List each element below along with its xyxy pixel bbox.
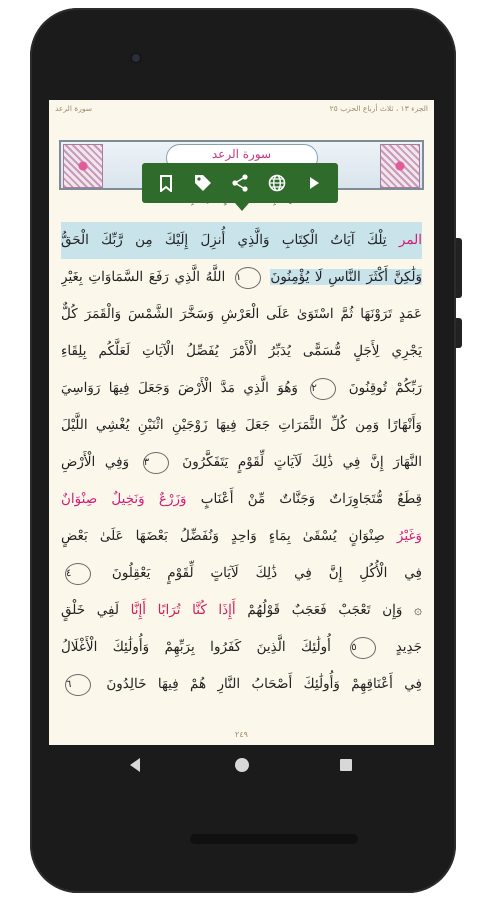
verse-segment: تِلْكَ آيَاتُ الْكِتَابِ وَالَّذِي أُنزِلَ إِلَيْكَ مِن رَّبِّكَ الْحَقُّ — [61, 232, 387, 248]
android-nav-bar — [49, 745, 434, 785]
verse-segment: عَمَدٍ تَرَوْنَهَا ثُمَّ اسْتَوَىٰ عَلَى الْعَرْشِ وَسَخَّرَ الشَّمْسَ وَالْقَمَرَ كُلٌّ — [61, 306, 422, 322]
ayah-number-marker: ٣ — [143, 452, 169, 474]
verse-segment: وَفِي الْأَرْضِ — [61, 454, 130, 470]
verse-segment: فِي أَعْنَاقِهِمْ وَأُولَٰئِكَ أَصْحَابُ النَّارِ هُمْ فِيهَا خَالِدُونَ — [106, 676, 422, 692]
verse-segment: قِطَعٌ مُّتَجَاوِرَاتٌ وَجَنَّاتٌ مِّنْ أَعْنَابٍ — [200, 491, 422, 507]
translation-button[interactable] — [262, 168, 292, 198]
verse-line[interactable] — [61, 370, 422, 407]
juz-header: الجزء ١٣ ، ثلاث أرباع الحزب ٢٥ — [329, 104, 428, 113]
recent-apps-button[interactable] — [336, 755, 356, 775]
verse-segment: وَهُوَ الَّذِي مَدَّ الْأَرْضَ وَجَعَلَ فِيهَا رَوَاسِيَ — [61, 380, 298, 396]
verse-line[interactable] — [61, 629, 422, 666]
verse-line[interactable] — [61, 518, 422, 555]
verse-line[interactable] — [61, 666, 422, 703]
quran-page[interactable] — [49, 100, 434, 745]
sura-header: سورة الرعد — [55, 104, 93, 113]
power-button — [456, 318, 462, 348]
tajweed-highlight: أَإِذَا كُنَّا تُرَابًا أَإِنَّا — [130, 602, 236, 618]
recent-apps-icon — [339, 758, 353, 772]
verse-line[interactable] — [61, 259, 422, 296]
verse-segment: صِنْوَانٍ يُسْقَىٰ بِمَاءٍ وَاحِدٍ وَنُفَضِّلُ بَعْضَهَا عَلَىٰ بَعْضٍ — [61, 528, 385, 544]
verse-line[interactable] — [61, 481, 422, 518]
globe-icon — [268, 174, 286, 192]
bookmark-button[interactable] — [151, 168, 181, 198]
verse-line[interactable] — [61, 592, 422, 629]
verse-segment: جَدِيدٍ — [395, 639, 422, 655]
tajweed-highlight: وَغَيْرُ — [396, 528, 422, 544]
share-button[interactable] — [225, 168, 255, 198]
page-header — [49, 100, 434, 116]
play-icon — [307, 175, 321, 191]
verse-segment: النَّهَارَ إِنَّ فِي ذَٰلِكَ لَآيَاتٍ لِّقَوْمٍ يَتَفَكَّرُونَ — [182, 454, 422, 470]
ornament-left — [63, 144, 103, 188]
sura-title: سورة الرعد — [211, 147, 272, 161]
verse-line[interactable] — [61, 222, 422, 259]
share-icon — [231, 174, 249, 192]
tag-button[interactable] — [188, 168, 218, 198]
verse-segment: ۞ وَإِن تَعْجَبْ فَعَجَبٌ قَوْلُهُمْ — [247, 602, 422, 618]
ayah-number-marker: ٤ — [65, 563, 91, 585]
volume-button — [456, 238, 462, 298]
back-icon — [128, 757, 142, 773]
verse-line[interactable] — [61, 407, 422, 444]
home-button[interactable] — [232, 755, 252, 775]
verse-segment: اللَّهُ الَّذِي رَفَعَ السَّمَاوَاتِ بِغَيْرِ — [61, 269, 226, 285]
verse-line[interactable] — [61, 333, 422, 370]
toolbar-pointer — [235, 203, 249, 211]
tag-icon — [194, 174, 212, 192]
ornament-right — [380, 144, 420, 188]
ayah-number-marker: ٢ — [310, 378, 336, 400]
verse-line[interactable] — [61, 444, 422, 481]
verse-line[interactable] — [61, 555, 422, 592]
muqattaat: المر — [398, 232, 422, 248]
verse-line[interactable] — [61, 296, 422, 333]
verse-segment: رَبِّكُمْ تُوقِنُونَ — [348, 380, 422, 396]
bookmark-icon — [159, 175, 173, 192]
page-number: ٢٤٩ — [235, 730, 248, 739]
verse-segment: أُولَٰئِكَ الَّذِينَ كَفَرُوا بِرَبِّهِمْ وَأُولَٰئِكَ الْأَغْلَالُ — [61, 639, 331, 655]
play-button[interactable] — [299, 168, 329, 198]
verse-segment: وَأَنْهَارًا وَمِن كُلِّ الثَّمَرَاتِ جَعَلَ فِيهَا زَوْجَيْنِ اثْنَيْنِ يُغْشِي اللَّيْلَ — [61, 417, 422, 433]
ayah-action-toolbar — [142, 163, 338, 203]
verse-segment: لَفِي خَلْقٍ — [61, 602, 119, 618]
verse-segment: فِي الْأُكُلِ إِنَّ فِي ذَٰلِكَ لَآيَاتٍ لِّقَوْمٍ يَعْقِلُونَ — [111, 565, 422, 581]
ayah-number-marker: ٥ — [350, 637, 376, 659]
front-camera — [130, 52, 142, 64]
speaker-grille — [190, 834, 358, 844]
ayah-number-marker: ٦ — [65, 674, 91, 696]
tajweed-highlight: وَزَرْعٌ وَنَخِيلٌ صِنْوَانٌ — [61, 491, 187, 507]
verse-segment: وَلَٰكِنَّ أَكْثَرَ النَّاسِ لَا يُؤْمِنُونَ — [270, 269, 422, 285]
verse-text[interactable] — [61, 222, 422, 703]
home-icon — [234, 757, 250, 773]
back-button[interactable] — [125, 755, 145, 775]
verse-segment: يَجْرِي لِأَجَلٍ مُّسَمًّى يُدَبِّرُ الْأَمْرَ يُفَصِّلُ الْآيَاتِ لَعَلَّكُم بِلِقَاءِ — [61, 343, 422, 359]
ayah-number-marker: ١ — [235, 267, 261, 289]
